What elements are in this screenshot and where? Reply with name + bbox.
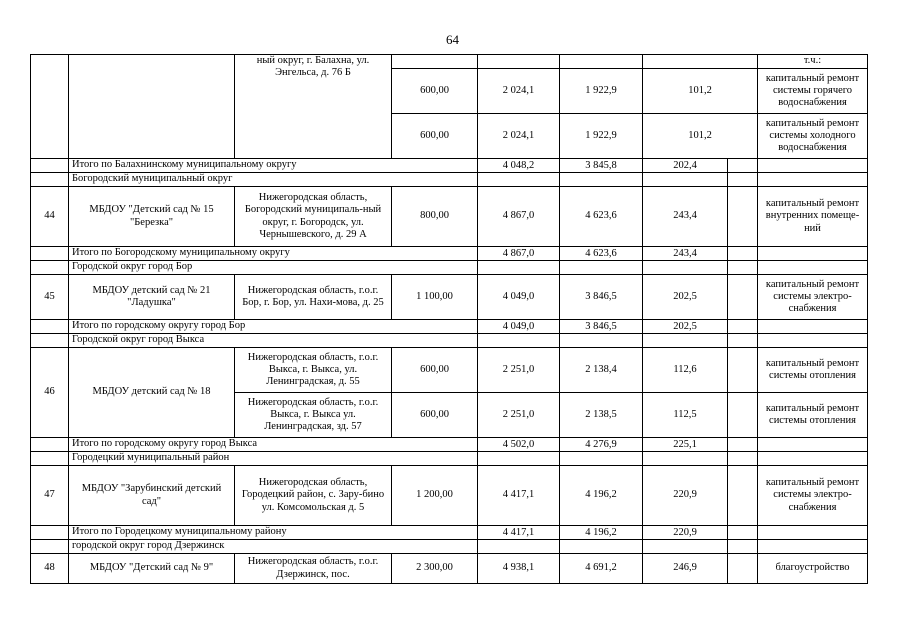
area-cell: 600,00 [392, 114, 478, 159]
page-number: 64 [446, 32, 459, 47]
subtotal-row [31, 438, 868, 452]
district-label: Городецкий муниципальный район [69, 452, 478, 466]
work-cell: капитальный ремонт системы электро-снабжения [758, 466, 868, 526]
subtotal-total: 4 048,2 [478, 159, 560, 173]
work-cell: капитальный ремонт системы горячего водоснабжения [758, 69, 868, 114]
table-row [31, 348, 868, 393]
address-cell: Нижегородская область, г.о.г. Дзержинск, пос. [235, 554, 392, 584]
subtotal-row [31, 526, 868, 540]
reg-cell: 101,2 [643, 114, 758, 159]
total-cell: 4 049,0 [478, 275, 560, 320]
subtotal-reg: 243,4 [643, 247, 728, 261]
subtotal-row [31, 247, 868, 261]
total-cell: 2 024,1 [478, 69, 560, 114]
subtotal-fed: 3 845,8 [560, 159, 643, 173]
name-cell: МБДОУ "Детский сад № 9" [69, 554, 235, 584]
subtotal-total: 4 502,0 [478, 438, 560, 452]
address-cell: Нижегородская область, г.о.г. Выкса, г. Выкса, ул. Ленинградская, д. 55 [235, 348, 392, 393]
fed-cell: 2 138,5 [560, 393, 643, 438]
total-cell: 4 417,1 [478, 466, 560, 526]
subtotal-label: Итого по Городецкому муниципальному району [69, 526, 478, 540]
subtotal-total: 4 867,0 [478, 247, 560, 261]
area-cell: 600,00 [392, 348, 478, 393]
district-label: Городской округ город Выкса [69, 334, 478, 348]
work-cell: капитальный ремонт системы отопления [758, 393, 868, 438]
num-cell: 45 [31, 275, 69, 320]
work-cell: капитальный ремонт внутренних помеще-ний [758, 187, 868, 247]
district-row [31, 540, 868, 554]
area-cell: 600,00 [392, 393, 478, 438]
name-cell: МБДОУ детский сад № 18 [69, 348, 235, 438]
area-cell: 1 100,00 [392, 275, 478, 320]
total-cell: 4 938,1 [478, 554, 560, 584]
subtotal-total: 4 417,1 [478, 526, 560, 540]
area-cell: 800,00 [392, 187, 478, 247]
subtotal-row [31, 159, 868, 173]
area-cell: 1 200,00 [392, 466, 478, 526]
funding-table [30, 54, 868, 584]
address-cell: Нижегородская область, г.о.г. Бор, г. Бор, ул. Нахи-мова, д. 25 [235, 275, 392, 320]
district-label: Богородский муниципальный округ [69, 173, 478, 187]
name-cell [69, 55, 235, 159]
reg-cell: 246,9 [643, 554, 728, 584]
district-label: городской округ город Дзержинск [69, 540, 478, 554]
reg-cell: 112,6 [643, 348, 728, 393]
address-cell: Нижегородская область, Богородский муниципаль-ный округ, г. Богородск, ул. Чернышевского, д. 29 А [235, 187, 392, 247]
subtotal-reg: 220,9 [643, 526, 728, 540]
name-cell: МБДОУ детский сад № 21 "Ладушка" [69, 275, 235, 320]
district-row [31, 334, 868, 348]
subtotal-fed: 4 196,2 [560, 526, 643, 540]
district-row [31, 261, 868, 275]
fed-cell: 4 623,6 [560, 187, 643, 247]
reg-cell: 202,5 [643, 275, 728, 320]
subtotal-total: 4 049,0 [478, 320, 560, 334]
fed-cell: 3 846,5 [560, 275, 643, 320]
num-cell: 47 [31, 466, 69, 526]
work-cell: капитальный ремонт системы отопления [758, 348, 868, 393]
table-row [31, 187, 868, 247]
subtotal-label: Итого по городскому округу город Бор [69, 320, 478, 334]
work-cell: благоустройство [758, 554, 868, 584]
table-row [31, 554, 868, 584]
total-cell: 4 867,0 [478, 187, 560, 247]
reg-cell: 243,4 [643, 187, 728, 247]
subtotal-label: Итого по городскому округу город Выкса [69, 438, 478, 452]
subtotal-reg: 225,1 [643, 438, 728, 452]
table-row [31, 275, 868, 320]
num-cell [31, 55, 69, 159]
num-cell: 46 [31, 348, 69, 438]
fed-cell: 4 691,2 [560, 554, 643, 584]
address-cell: Нижегородская область, Городецкий район, с. Зару-бино ул. Комсомольская д. 5 [235, 466, 392, 526]
reg-cell: 101,2 [643, 69, 758, 114]
subtotal-fed: 4 276,9 [560, 438, 643, 452]
subtotal-label: Итого по Богородскому муниципальному округу [69, 247, 478, 261]
reg-cell: 220,9 [643, 466, 728, 526]
num-cell: 44 [31, 187, 69, 247]
district-label: Городской округ город Бор [69, 261, 478, 275]
area-cell: 2 300,00 [392, 554, 478, 584]
address-cell: ный округ, г. Балахна, ул. Энгельса, д. 76 Б [235, 55, 392, 159]
district-row [31, 173, 868, 187]
subtotal-row [31, 320, 868, 334]
subtotal-fed: 3 846,5 [560, 320, 643, 334]
subtotal-reg: 202,4 [643, 159, 728, 173]
table-row [31, 466, 868, 526]
total-cell: 2 251,0 [478, 348, 560, 393]
num-cell: 48 [31, 554, 69, 584]
subtotal-label: Итого по Балахнинскому муниципальному округу [69, 159, 478, 173]
area-cell: 600,00 [392, 69, 478, 114]
work-cell: капитальный ремонт системы холодного водоснабжения [758, 114, 868, 159]
address-cell: Нижегородская область, г.о.г. Выкса, г. Выкса ул. Ленинградская, зд. 57 [235, 393, 392, 438]
name-cell: МБДОУ "Детский сад № 15 "Березка" [69, 187, 235, 247]
total-cell: 2 251,0 [478, 393, 560, 438]
header-note: т.ч.: [758, 55, 868, 69]
work-cell: капитальный ремонт системы электро-снабжения [758, 275, 868, 320]
table-row [31, 55, 868, 69]
reg-cell: 112,5 [643, 393, 728, 438]
fed-cell: 1 922,9 [560, 114, 643, 159]
subtotal-fed: 4 623,6 [560, 247, 643, 261]
total-cell: 2 024,1 [478, 114, 560, 159]
subtotal-reg: 202,5 [643, 320, 728, 334]
fed-cell: 1 922,9 [560, 69, 643, 114]
fed-cell: 2 138,4 [560, 348, 643, 393]
district-row [31, 452, 868, 466]
name-cell: МБДОУ "Зарубинский детский сад" [69, 466, 235, 526]
fed-cell: 4 196,2 [560, 466, 643, 526]
